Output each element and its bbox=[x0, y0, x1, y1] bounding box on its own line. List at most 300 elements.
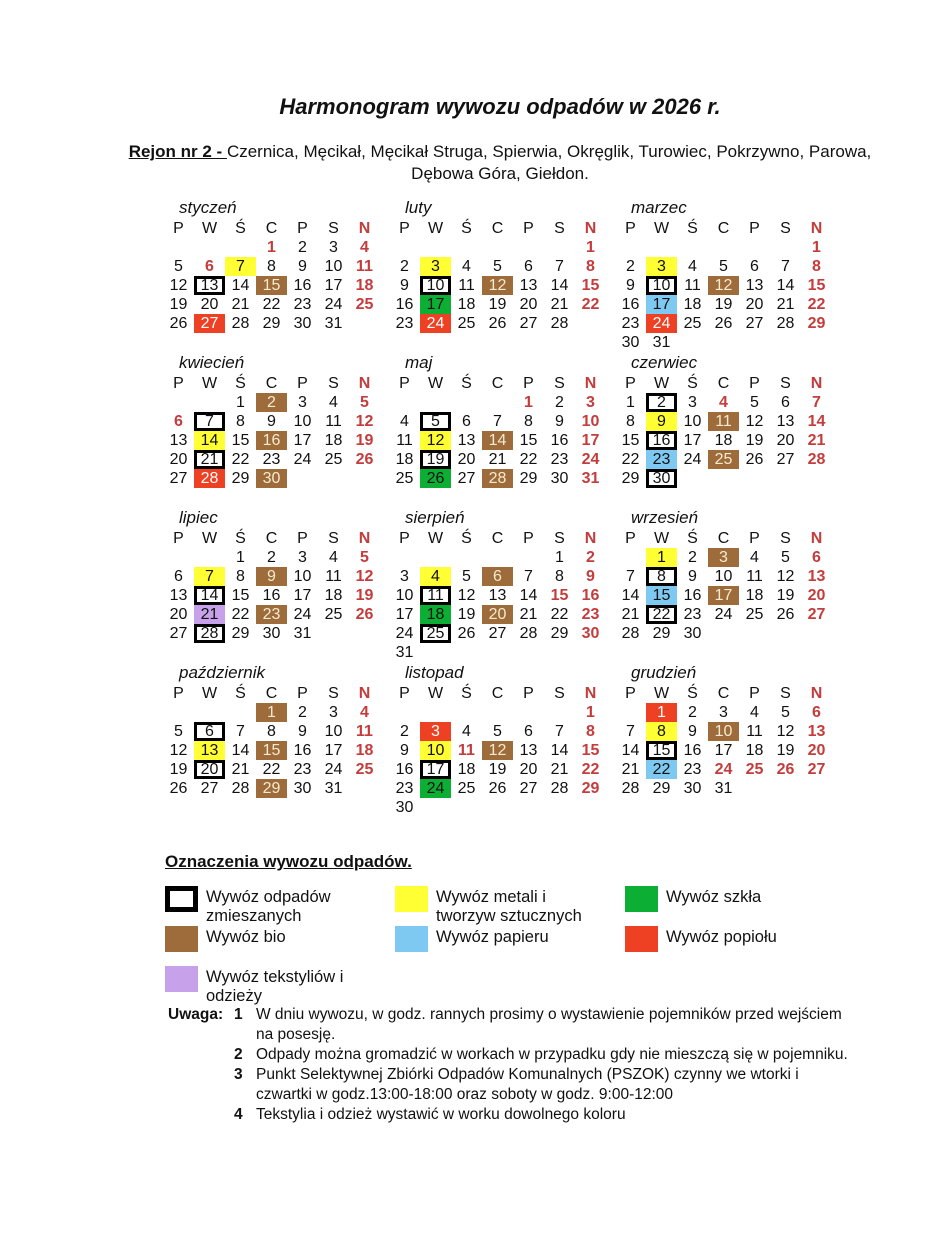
empty-cell bbox=[646, 238, 677, 257]
day-cell: 19 bbox=[355, 431, 374, 449]
legend-swatch-glass bbox=[625, 886, 658, 912]
day-cell: 4 bbox=[462, 257, 471, 275]
month-title: maj bbox=[405, 353, 433, 372]
weekday-header: Ś bbox=[687, 219, 698, 237]
day-cell: 29 bbox=[621, 469, 640, 487]
empty-cell bbox=[163, 703, 194, 722]
day-cell: 3 bbox=[688, 393, 697, 411]
day-cell: 20 bbox=[807, 741, 826, 759]
day-cell: 14 bbox=[621, 586, 640, 604]
empty-cell bbox=[194, 703, 225, 722]
day-cell: 13 bbox=[519, 276, 538, 294]
day-cell: 23 bbox=[395, 779, 414, 797]
note-item bbox=[168, 1065, 858, 1105]
legend-items bbox=[165, 886, 855, 1006]
legend-swatch-bio bbox=[165, 926, 198, 952]
weekday-header: P bbox=[399, 374, 410, 392]
legend-item-metal bbox=[395, 886, 625, 926]
day-cell-mixed: 7 bbox=[194, 412, 225, 431]
weekday-header: P bbox=[749, 529, 760, 547]
day-cell: 27 bbox=[519, 779, 538, 797]
day-cell: 27 bbox=[488, 624, 507, 642]
day-cell: 5 bbox=[360, 548, 369, 566]
day-cell: 20 bbox=[519, 295, 538, 313]
day-cell-bio: 12 bbox=[482, 276, 513, 295]
day-cell: 22 bbox=[621, 450, 640, 468]
day-cell-bio: 12 bbox=[482, 741, 513, 760]
day-cell: 30 bbox=[683, 624, 702, 642]
day-cell-paper: 22 bbox=[646, 760, 677, 779]
day-cell: 25 bbox=[355, 295, 374, 313]
weekday-header: C bbox=[717, 684, 730, 702]
day-cell: 11 bbox=[684, 276, 701, 294]
empty-cell bbox=[482, 238, 513, 257]
weekday-header: W bbox=[201, 684, 218, 702]
day-cell-bio: 20 bbox=[482, 605, 513, 624]
day-cell: 18 bbox=[683, 295, 702, 313]
day-cell: 14 bbox=[231, 276, 250, 294]
empty-cell bbox=[194, 238, 225, 257]
weekday-header: W bbox=[201, 219, 218, 237]
weekday-header: C bbox=[491, 529, 504, 547]
day-cell: 12 bbox=[169, 741, 188, 759]
day-cell: 4 bbox=[360, 238, 369, 256]
weekday-header: Ś bbox=[461, 219, 472, 237]
day-cell: 15 bbox=[581, 276, 600, 294]
month-block bbox=[615, 198, 835, 353]
day-cell-metal: 7 bbox=[194, 567, 225, 586]
legend-item-glass bbox=[625, 886, 855, 926]
empty-cell bbox=[513, 238, 544, 257]
page-title: Harmonogram wywozu odpadów w 2026 r. bbox=[279, 94, 721, 119]
day-cell: 23 bbox=[621, 314, 640, 332]
weekday-header: S bbox=[328, 219, 339, 237]
empty-cell bbox=[420, 703, 451, 722]
day-cell: 2 bbox=[626, 257, 635, 275]
day-cell: 20 bbox=[807, 586, 826, 604]
day-cell-glass: 17 bbox=[420, 295, 451, 314]
day-cell: 6 bbox=[524, 257, 533, 275]
day-cell: 31 bbox=[293, 624, 312, 642]
month-grid bbox=[615, 529, 835, 643]
day-cell: 25 bbox=[324, 605, 343, 623]
day-cell: 17 bbox=[683, 431, 702, 449]
empty-cell bbox=[194, 393, 225, 412]
day-cell: 3 bbox=[719, 703, 728, 721]
day-cell-metal: 9 bbox=[646, 412, 677, 431]
day-cell: 6 bbox=[812, 548, 821, 566]
day-cell-mixed: 5 bbox=[420, 412, 451, 431]
day-cell: 24 bbox=[683, 450, 702, 468]
day-cell: 26 bbox=[776, 605, 795, 623]
day-cell: 19 bbox=[457, 605, 476, 623]
weekday-header: P bbox=[749, 684, 760, 702]
day-cell: 11 bbox=[356, 722, 373, 740]
day-cell: 22 bbox=[581, 295, 600, 313]
day-cell: 9 bbox=[298, 257, 307, 275]
note-text: Punkt Selektywnej Zbiórki Odpadów Komunalnych (PSZOK) czynny we wtorki i czwartki w godz.13:00-18:00 oraz soboty w godz. 9:00-12:00 bbox=[256, 1066, 799, 1103]
day-cell: 27 bbox=[519, 314, 538, 332]
weekday-header: N bbox=[584, 684, 597, 702]
weekday-header: Ś bbox=[687, 684, 698, 702]
day-cell: 21 bbox=[807, 431, 826, 449]
weekday-header: N bbox=[358, 529, 371, 547]
day-cell: 28 bbox=[621, 624, 640, 642]
month-grid bbox=[163, 684, 383, 798]
month-title: październik bbox=[179, 663, 265, 682]
day-cell: 31 bbox=[324, 314, 343, 332]
day-cell: 17 bbox=[293, 431, 312, 449]
day-cell: 6 bbox=[205, 257, 214, 275]
day-cell: 2 bbox=[400, 257, 409, 275]
weekday-header: P bbox=[399, 219, 410, 237]
day-cell: 22 bbox=[519, 450, 538, 468]
weekday-header: S bbox=[780, 219, 791, 237]
day-cell-bio: 3 bbox=[708, 548, 739, 567]
day-cell: 6 bbox=[524, 722, 533, 740]
month-title: luty bbox=[405, 198, 432, 217]
empty-cell bbox=[389, 393, 420, 412]
day-cell: 13 bbox=[519, 741, 538, 759]
note-item bbox=[168, 1105, 858, 1125]
month-title: listopad bbox=[405, 663, 464, 682]
weekday-header: C bbox=[717, 374, 730, 392]
weekday-header: Ś bbox=[461, 684, 472, 702]
legend-item-bio bbox=[165, 926, 395, 966]
day-cell: 26 bbox=[355, 450, 374, 468]
day-cell: 3 bbox=[586, 393, 595, 411]
day-cell: 15 bbox=[519, 431, 538, 449]
weekday-header: S bbox=[328, 374, 339, 392]
day-cell: 22 bbox=[262, 295, 281, 313]
weekday-header: P bbox=[173, 219, 184, 237]
day-cell: 19 bbox=[488, 295, 507, 313]
day-cell: 7 bbox=[236, 722, 245, 740]
day-cell: 6 bbox=[812, 703, 821, 721]
month-block bbox=[615, 353, 835, 508]
day-cell: 28 bbox=[231, 314, 250, 332]
empty-cell bbox=[615, 238, 646, 257]
day-cell: 18 bbox=[457, 760, 476, 778]
day-cell: 8 bbox=[267, 257, 276, 275]
day-cell: 14 bbox=[621, 741, 640, 759]
weekday-header: P bbox=[625, 529, 636, 547]
day-cell: 7 bbox=[812, 393, 821, 411]
day-cell: 20 bbox=[169, 605, 188, 623]
day-cell: 19 bbox=[776, 741, 795, 759]
day-cell: 6 bbox=[174, 412, 183, 430]
weekday-header: N bbox=[810, 529, 823, 547]
day-cell: 10 bbox=[293, 567, 312, 585]
day-cell: 13 bbox=[807, 722, 826, 740]
day-cell-paper: 23 bbox=[646, 450, 677, 469]
day-cell: 31 bbox=[395, 643, 414, 661]
day-cell: 7 bbox=[626, 722, 635, 740]
day-cell: 12 bbox=[776, 722, 795, 740]
weekday-header: N bbox=[584, 529, 597, 547]
day-cell: 10 bbox=[581, 412, 600, 430]
day-cell: 3 bbox=[329, 238, 338, 256]
empty-cell bbox=[389, 703, 420, 722]
weekday-header: N bbox=[584, 374, 597, 392]
day-cell: 15 bbox=[581, 741, 600, 759]
day-cell: 12 bbox=[169, 276, 188, 294]
day-cell-paper: 17 bbox=[646, 295, 677, 314]
note-text: W dniu wywozu, w godz. rannych prosimy o wystawienie pojemników przed wejściem na posesję. bbox=[256, 1006, 842, 1043]
note-number: 3 bbox=[234, 1066, 243, 1083]
day-cell: 1 bbox=[626, 393, 635, 411]
day-cell: 25 bbox=[683, 314, 702, 332]
day-cell: 28 bbox=[519, 624, 538, 642]
day-cell: 5 bbox=[360, 393, 369, 411]
day-cell: 8 bbox=[236, 567, 245, 585]
day-cell: 14 bbox=[550, 276, 569, 294]
day-cell: 29 bbox=[652, 779, 671, 797]
empty-cell bbox=[482, 703, 513, 722]
day-cell-mixed: 15 bbox=[646, 741, 677, 760]
day-cell: 29 bbox=[807, 314, 826, 332]
legend-item-ash bbox=[625, 926, 855, 966]
day-cell: 26 bbox=[488, 779, 507, 797]
day-cell: 15 bbox=[231, 586, 250, 604]
empty-cell bbox=[420, 238, 451, 257]
legend-label: Wywóz tekstyliów i odzieży bbox=[206, 968, 344, 1005]
month-block bbox=[615, 508, 835, 663]
weekday-header: P bbox=[523, 529, 534, 547]
weekday-header: W bbox=[201, 374, 218, 392]
day-cell: 18 bbox=[714, 431, 733, 449]
day-cell: 20 bbox=[745, 295, 764, 313]
day-cell: 31 bbox=[714, 779, 733, 797]
note-number: 2 bbox=[234, 1046, 243, 1063]
day-cell: 23 bbox=[293, 295, 312, 313]
month-block bbox=[163, 508, 383, 663]
day-cell: 18 bbox=[324, 431, 343, 449]
day-cell: 31 bbox=[581, 469, 600, 487]
day-cell: 15 bbox=[621, 431, 640, 449]
day-cell: 1 bbox=[586, 238, 595, 256]
day-cell: 15 bbox=[231, 431, 250, 449]
empty-cell bbox=[451, 703, 482, 722]
day-cell: 29 bbox=[231, 469, 250, 487]
day-cell: 27 bbox=[169, 624, 188, 642]
day-cell: 29 bbox=[581, 779, 600, 797]
day-cell: 18 bbox=[355, 276, 374, 294]
legend-swatch-textile bbox=[165, 966, 198, 992]
day-cell-glass: 18 bbox=[420, 605, 451, 624]
day-cell-mixed: 2 bbox=[646, 393, 677, 412]
weekday-header: P bbox=[749, 219, 760, 237]
day-cell: 20 bbox=[169, 450, 188, 468]
empty-cell bbox=[225, 238, 256, 257]
day-cell-mixed: 10 bbox=[420, 276, 451, 295]
empty-cell bbox=[389, 548, 420, 567]
weekday-header: S bbox=[328, 529, 339, 547]
day-cell-bio: 15 bbox=[256, 276, 287, 295]
day-cell-bio: 9 bbox=[256, 567, 287, 586]
day-cell: 5 bbox=[781, 703, 790, 721]
empty-cell bbox=[451, 548, 482, 567]
weekday-header: P bbox=[523, 374, 534, 392]
day-cell: 16 bbox=[293, 741, 312, 759]
empty-cell bbox=[739, 238, 770, 257]
day-cell: 13 bbox=[488, 586, 507, 604]
day-cell: 6 bbox=[750, 257, 759, 275]
day-cell: 24 bbox=[395, 624, 414, 642]
day-cell: 25 bbox=[457, 314, 476, 332]
day-cell: 23 bbox=[293, 760, 312, 778]
day-cell: 1 bbox=[555, 548, 564, 566]
month-block bbox=[163, 663, 383, 818]
weekday-header: P bbox=[297, 529, 308, 547]
empty-cell bbox=[163, 238, 194, 257]
day-cell: 30 bbox=[550, 469, 569, 487]
day-cell: 12 bbox=[776, 567, 795, 585]
day-cell: 10 bbox=[324, 257, 343, 275]
weekday-header: S bbox=[554, 529, 565, 547]
day-cell: 14 bbox=[807, 412, 826, 430]
day-cell: 8 bbox=[236, 412, 245, 430]
day-cell: 25 bbox=[395, 469, 414, 487]
day-cell-ash: 24 bbox=[420, 314, 451, 333]
weekday-header: W bbox=[653, 529, 670, 547]
month-title: kwiecień bbox=[179, 353, 245, 372]
day-cell: 21 bbox=[519, 605, 538, 623]
empty-cell bbox=[389, 238, 420, 257]
day-cell: 11 bbox=[458, 741, 475, 759]
legend-label: Wywóz szkła bbox=[666, 888, 762, 906]
weekday-header: C bbox=[491, 374, 504, 392]
day-cell: 27 bbox=[457, 469, 476, 487]
day-cell-bio: 29 bbox=[256, 779, 287, 798]
day-cell: 3 bbox=[298, 393, 307, 411]
day-cell: 9 bbox=[586, 567, 595, 585]
day-cell: 2 bbox=[555, 393, 564, 411]
day-cell: 27 bbox=[776, 450, 795, 468]
day-cell: 13 bbox=[807, 567, 826, 585]
day-cell: 24 bbox=[581, 450, 600, 468]
empty-cell bbox=[677, 238, 708, 257]
day-cell-bio: 28 bbox=[482, 469, 513, 488]
empty-cell bbox=[544, 703, 575, 722]
day-cell: 4 bbox=[360, 703, 369, 721]
day-cell-glass: 26 bbox=[420, 469, 451, 488]
day-cell: 28 bbox=[550, 314, 569, 332]
day-cell: 6 bbox=[781, 393, 790, 411]
legend-swatch-metal bbox=[395, 886, 428, 912]
day-cell: 5 bbox=[493, 722, 502, 740]
day-cell: 14 bbox=[776, 276, 795, 294]
day-cell: 8 bbox=[555, 567, 564, 585]
day-cell: 27 bbox=[807, 760, 826, 778]
day-cell: 4 bbox=[400, 412, 409, 430]
day-cell: 5 bbox=[750, 393, 759, 411]
empty-cell bbox=[451, 238, 482, 257]
day-cell: 2 bbox=[688, 703, 697, 721]
weekday-header: W bbox=[653, 374, 670, 392]
weekday-header: P bbox=[173, 529, 184, 547]
day-cell: 4 bbox=[719, 393, 728, 411]
day-cell-metal: 3 bbox=[646, 257, 677, 276]
weekday-header: C bbox=[491, 684, 504, 702]
day-cell: 13 bbox=[745, 276, 764, 294]
day-cell: 9 bbox=[555, 412, 564, 430]
day-cell: 21 bbox=[231, 760, 250, 778]
day-cell: 19 bbox=[714, 295, 733, 313]
weekday-header: P bbox=[297, 374, 308, 392]
day-cell: 29 bbox=[519, 469, 538, 487]
notes-section bbox=[168, 1005, 858, 1125]
day-cell: 22 bbox=[231, 605, 250, 623]
day-cell-metal: 14 bbox=[194, 431, 225, 450]
day-cell: 21 bbox=[550, 295, 569, 313]
day-cell: 10 bbox=[324, 722, 343, 740]
weekday-header: W bbox=[201, 529, 218, 547]
day-cell: 2 bbox=[298, 703, 307, 721]
day-cell: 30 bbox=[262, 624, 281, 642]
weekday-header: N bbox=[584, 219, 597, 237]
day-cell: 22 bbox=[262, 760, 281, 778]
day-cell: 12 bbox=[355, 567, 374, 585]
day-cell: 2 bbox=[688, 548, 697, 566]
day-cell: 16 bbox=[550, 431, 569, 449]
day-cell: 28 bbox=[550, 779, 569, 797]
day-cell-mixed: 6 bbox=[194, 722, 225, 741]
empty-cell bbox=[513, 548, 544, 567]
weekday-header: S bbox=[554, 219, 565, 237]
day-cell: 21 bbox=[550, 760, 569, 778]
legend-label: Wywóz popiołu bbox=[666, 928, 777, 946]
weekday-header: P bbox=[297, 219, 308, 237]
day-cell: 3 bbox=[298, 548, 307, 566]
day-cell: 7 bbox=[555, 722, 564, 740]
day-cell-metal: 13 bbox=[194, 741, 225, 760]
month-grid bbox=[163, 529, 383, 643]
day-cell: 18 bbox=[395, 450, 414, 468]
day-cell: 2 bbox=[586, 548, 595, 566]
day-cell-metal: 4 bbox=[420, 567, 451, 586]
day-cell-bio: 15 bbox=[256, 741, 287, 760]
day-cell: 16 bbox=[683, 586, 702, 604]
day-cell: 22 bbox=[231, 450, 250, 468]
day-cell: 26 bbox=[714, 314, 733, 332]
empty-cell bbox=[770, 238, 801, 257]
day-cell: 24 bbox=[714, 605, 733, 623]
day-cell: 15 bbox=[550, 586, 569, 604]
day-cell-mixed: 13 bbox=[194, 276, 225, 295]
day-cell: 4 bbox=[750, 703, 759, 721]
day-cell: 21 bbox=[621, 605, 640, 623]
empty-cell bbox=[708, 238, 739, 257]
day-cell: 18 bbox=[745, 741, 764, 759]
day-cell: 19 bbox=[169, 760, 188, 778]
day-cell-mixed: 8 bbox=[646, 567, 677, 586]
day-cell: 11 bbox=[325, 412, 342, 430]
day-cell: 4 bbox=[462, 722, 471, 740]
weekday-header: C bbox=[265, 684, 278, 702]
day-cell: 5 bbox=[719, 257, 728, 275]
region-text: Czernica, Męcikał, Męcikał Struga, Spierwia, Okręglik, Turowiec, Pokrzywno, Parowa, Dębowa Góra, Giełdon. bbox=[226, 142, 872, 183]
day-cell: 9 bbox=[400, 741, 409, 759]
day-cell-mixed: 22 bbox=[646, 605, 677, 624]
empty-cell bbox=[482, 393, 513, 412]
weekday-header: C bbox=[265, 374, 278, 392]
day-cell: 12 bbox=[355, 412, 374, 430]
day-cell: 1 bbox=[267, 238, 276, 256]
day-cell: 14 bbox=[231, 741, 250, 759]
day-cell: 7 bbox=[781, 257, 790, 275]
day-cell: 26 bbox=[355, 605, 374, 623]
